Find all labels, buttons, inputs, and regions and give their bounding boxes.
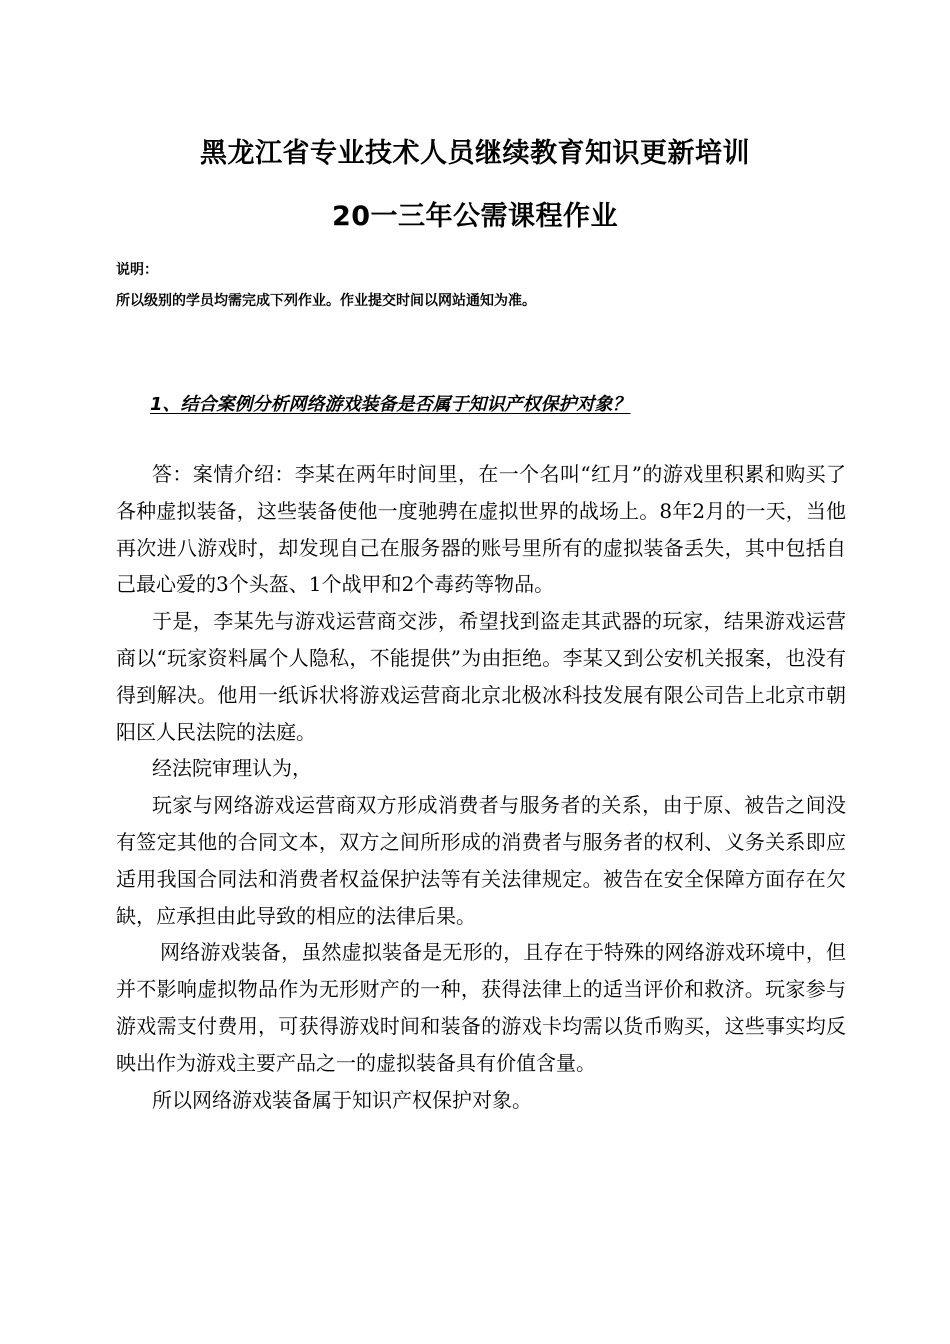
note-text: 所以级别的学员均需完成下列作业。作业提交时间以网站通知为准。 (116, 293, 536, 309)
document-title-line2: 20一三年公需课程作业 (331, 201, 619, 232)
paragraph-court-opinion-lead: 经法院审理认为， (152, 756, 312, 781)
question-heading: 1、结合案例分析网络游戏装备是否属于知识产权保护对象？ (150, 394, 631, 415)
paragraph-conclusion: 所以网络游戏装备属于知识产权保护对象。 (152, 1087, 532, 1112)
answer-body (116, 456, 846, 1118)
paragraph-virtual-property: 网络游戏装备，虽然虚拟装备是无形的，且存在于特殊的网络游戏环境中，但并不影响虚拟物品作为无形财产的一种，获得法律上的适当评价和救济。玩家参与游戏需支付费用，可获得游戏时间和装备的游戏卡均需以货币购买，这些事实均反映出作为游戏主要产品之一的虚拟装备具有价值含量。 (116, 940, 846, 1075)
note-label: 说明： (116, 262, 158, 278)
paragraph-lawsuit: 于是，李某先与游戏运营商交涉，希望找到盗走其武器的玩家，结果游戏运营商以“玩家资料属个人隐私，不能提供”为由拒绝。李某又到公安机关报案，也没有得到解决。他用一纸诉状将游戏运营商北京北极冰科技发展有限公司告上北京市朝阳区人民法院的法庭。 (116, 609, 846, 744)
document-title-line1: 黑龙江省专业技术人员继续教育知识更新培训 (200, 138, 750, 169)
paragraph-case-intro: 答：案情介绍：李某在两年时间里，在一个名叫“红月”的游戏里积累和购买了各种虚拟装备，这些装备使他一度驰骋在虚拟世界的战场上。8年2月的一天，当他再次进八游戏时，却发现自己在服务器的账号里所有的虚拟装备丢失，其中包括自己最心爱的3个头盔、1个战甲和2个毒药等物品。 (116, 462, 846, 597)
paragraph-consumer-relation: 玩家与网络游戏运营商双方形成消费者与服务者的关系，由于原、被告之间没有签定其他的合同文本，双方之间所形成的消费者与服务者的权利、义务关系即应适用我国合同法和消费者权益保护法等有关法律规定。被告在安全保障方面存在欠缺，应承担由此导致的相应的法律后果。 (116, 793, 846, 928)
